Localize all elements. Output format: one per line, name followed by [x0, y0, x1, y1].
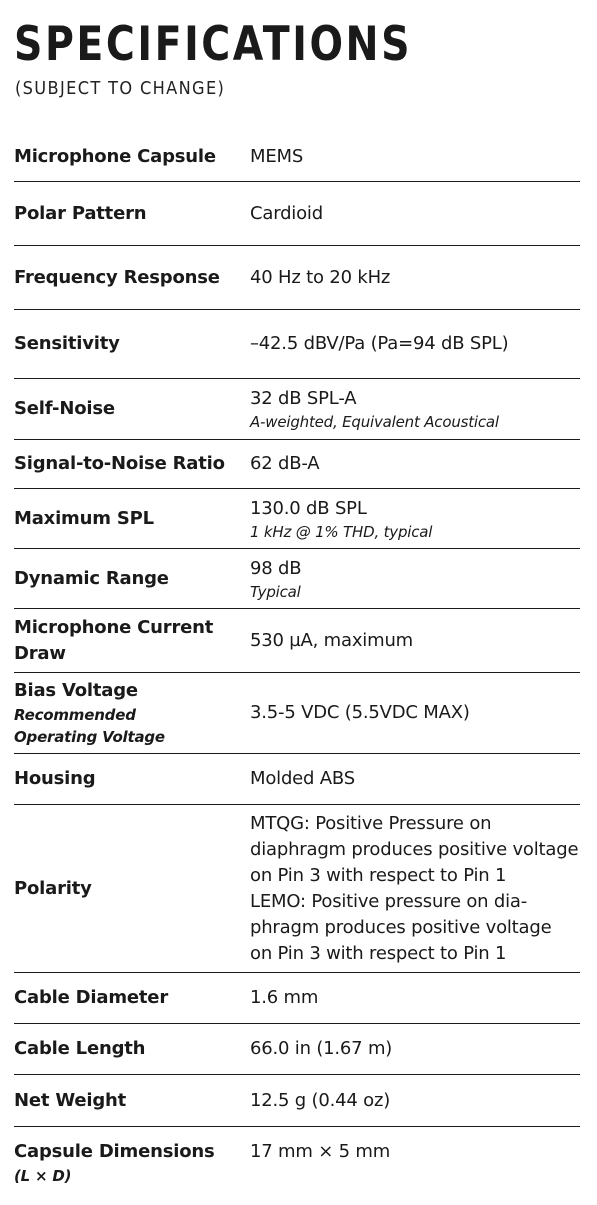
spec-value-line: MTQG: Positive Pressure on [250, 812, 492, 834]
spec-label: Capsule Dimensions [14, 1141, 215, 1162]
spec-label: Maximum SPL [14, 507, 154, 529]
spec-row-microphone-current-draw [14, 609, 580, 673]
spec-row-bias-voltage [14, 673, 580, 754]
spec-row-polarity [14, 805, 580, 973]
spec-label: Polar Pattern [14, 202, 147, 224]
spec-row-signal-to-noise-ratio [14, 440, 580, 489]
spec-label: Bias Voltage [14, 680, 138, 701]
spec-row-polar-pattern [14, 182, 580, 246]
page-title: SPECIFICATIONS [14, 17, 413, 72]
spec-value: 1.6 mm [250, 987, 319, 1008]
spec-value-group [250, 556, 580, 602]
spec-value-group [250, 811, 580, 967]
spec-label: Draw [14, 642, 66, 664]
spec-value: 130.0 dB SPL [250, 497, 367, 519]
spec-value: 530 µA, maximum [250, 629, 413, 651]
spec-value: MEMS [250, 145, 304, 167]
spec-label-note: Operating Voltage [14, 728, 165, 746]
spec-value-note: A-weighted, Equivalent Acoustical [250, 413, 499, 431]
spec-row-net-weight [14, 1075, 580, 1127]
spec-row-self-noise [14, 379, 580, 440]
spec-value: 66.0 in (1.67 m) [250, 1038, 393, 1059]
spec-label: Frequency Response [14, 266, 220, 288]
spec-row-cable-diameter [14, 973, 580, 1024]
spec-label-note: (L × D) [14, 1167, 72, 1185]
spec-value: Molded ABS [250, 768, 355, 789]
spec-label: Sensitivity [14, 333, 120, 354]
page-subtitle: (SUBJECT TO CHANGE) [15, 78, 226, 99]
spec-value-line: on Pin 3 with respect to Pin 1 [250, 864, 507, 886]
spec-label-group [14, 615, 250, 667]
spec-label: Cable Length [14, 1038, 146, 1059]
spec-label-note: Recommended [14, 706, 136, 724]
spec-label: Dynamic Range [14, 567, 169, 589]
spec-row-frequency-response [14, 246, 580, 310]
spec-label: Cable Diameter [14, 987, 168, 1008]
spec-label: Self-Noise [14, 398, 115, 419]
spec-value-group [250, 386, 580, 432]
spec-value-line: diaphragm produces positive voltage [250, 838, 579, 860]
spec-label: Housing [14, 768, 96, 789]
spec-label: Net Weight [14, 1089, 127, 1111]
spec-value-note: 1 kHz @ 1% THD, typical [250, 522, 433, 541]
spec-table [14, 132, 580, 1193]
spec-label: Signal-to-Noise Ratio [14, 453, 225, 474]
spec-value: 17 mm × 5 mm [250, 1141, 391, 1162]
spec-value-line: phragm produces positive voltage [250, 916, 552, 938]
spec-row-sensitivity [14, 310, 580, 379]
spec-label-group [14, 678, 250, 748]
spec-value-group [250, 496, 580, 542]
spec-value-note: Typical [250, 582, 301, 601]
spec-label-group [14, 1139, 250, 1187]
spec-row-microphone-capsule [14, 132, 580, 182]
spec-value: 98 dB [250, 557, 302, 579]
spec-row-capsule-dimensions [14, 1127, 580, 1193]
spec-label: Microphone Current [14, 616, 214, 638]
spec-value-line: on Pin 3 with respect to Pin 1 [250, 942, 507, 964]
spec-label: Microphone Capsule [14, 145, 216, 167]
spec-value: Cardioid [250, 202, 323, 224]
spec-row-housing [14, 754, 580, 805]
spec-label: Polarity [14, 877, 92, 899]
spec-value: 62 dB-A [250, 453, 320, 474]
spec-value: 12.5 g (0.44 oz) [250, 1089, 391, 1111]
spec-value: 3.5-5 VDC (5.5VDC MAX) [250, 702, 470, 723]
spec-value-line: LEMO: Positive pressure on dia- [250, 890, 528, 912]
spec-value: 40 Hz to 20 kHz [250, 266, 391, 288]
spec-row-maximum-spl [14, 489, 580, 549]
spec-row-cable-length [14, 1024, 580, 1075]
spec-row-dynamic-range [14, 549, 580, 609]
spec-value: –42.5 dBV/Pa (Pa=94 dB SPL) [250, 333, 509, 354]
spec-value: 32 dB SPL-A [250, 388, 357, 409]
